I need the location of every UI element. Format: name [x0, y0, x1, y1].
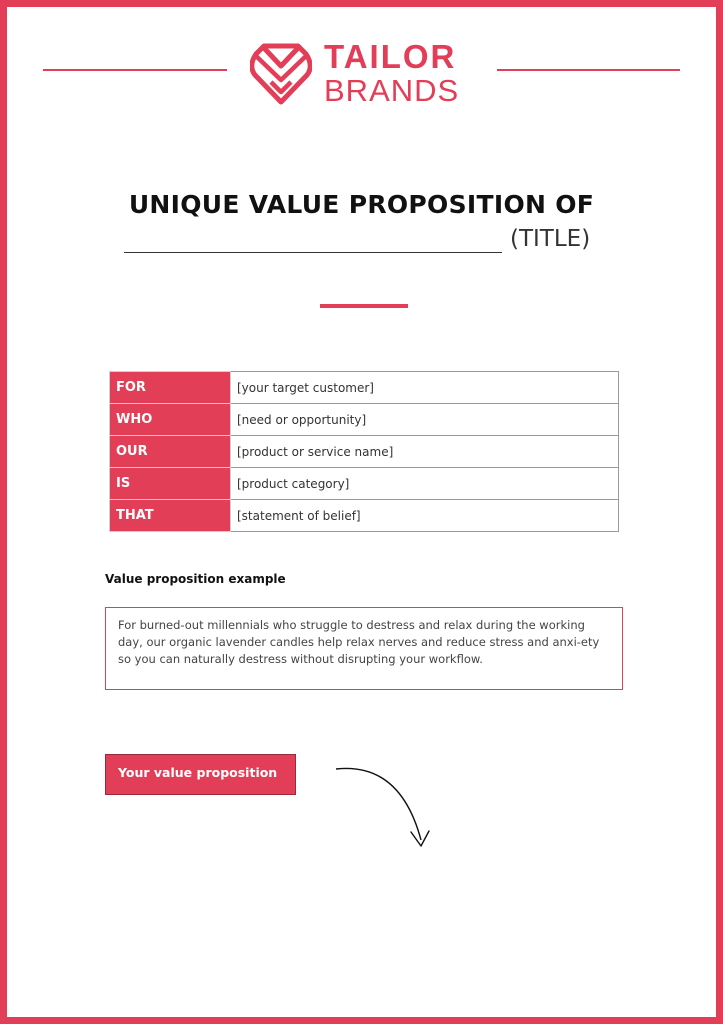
your-value-proposition-label: Your value proposition — [105, 754, 296, 795]
title-blank-underline — [124, 252, 502, 253]
header-divider-right — [497, 69, 680, 71]
header-divider-left — [43, 69, 227, 71]
row-key-our: OUR — [110, 436, 231, 468]
example-heading: Value proposition example — [105, 572, 286, 586]
table-row — [110, 468, 619, 500]
row-value-for[interactable]: [your target customer] — [231, 372, 619, 404]
row-value-that[interactable]: [statement of belief] — [231, 500, 619, 532]
row-key-for: FOR — [110, 372, 231, 404]
row-key-who: WHO — [110, 404, 231, 436]
table-row — [110, 372, 619, 404]
brand-name-line2: BRANDS — [324, 73, 460, 108]
heart-diamond-logo-icon — [250, 42, 312, 106]
row-value-is[interactable]: [product category] — [231, 468, 619, 500]
page-title: UNIQUE VALUE PROPOSITION OF — [128, 190, 595, 219]
table-row — [110, 436, 619, 468]
row-value-who[interactable]: [need or opportunity] — [231, 404, 619, 436]
value-proposition-table — [109, 371, 619, 532]
title-accent-divider — [320, 304, 408, 308]
title-fill-line — [124, 226, 604, 258]
brand-logo — [250, 40, 480, 110]
table-row — [110, 500, 619, 532]
brand-name-line1: TAILOR — [324, 38, 457, 75]
title-suffix: (TITLE) — [510, 226, 591, 252]
row-key-is: IS — [110, 468, 231, 500]
curved-arrow-down-icon — [330, 760, 440, 855]
row-value-our[interactable]: [product or service name] — [231, 436, 619, 468]
row-key-that: THAT — [110, 500, 231, 532]
table-row — [110, 404, 619, 436]
example-text-box: For burned-out millennials who struggle to destress and relax during the working day, our organic lavender candles help relax nerves and reduce stress and anxi-ety so you can naturally destress without disrupting your workflow. — [105, 607, 623, 690]
